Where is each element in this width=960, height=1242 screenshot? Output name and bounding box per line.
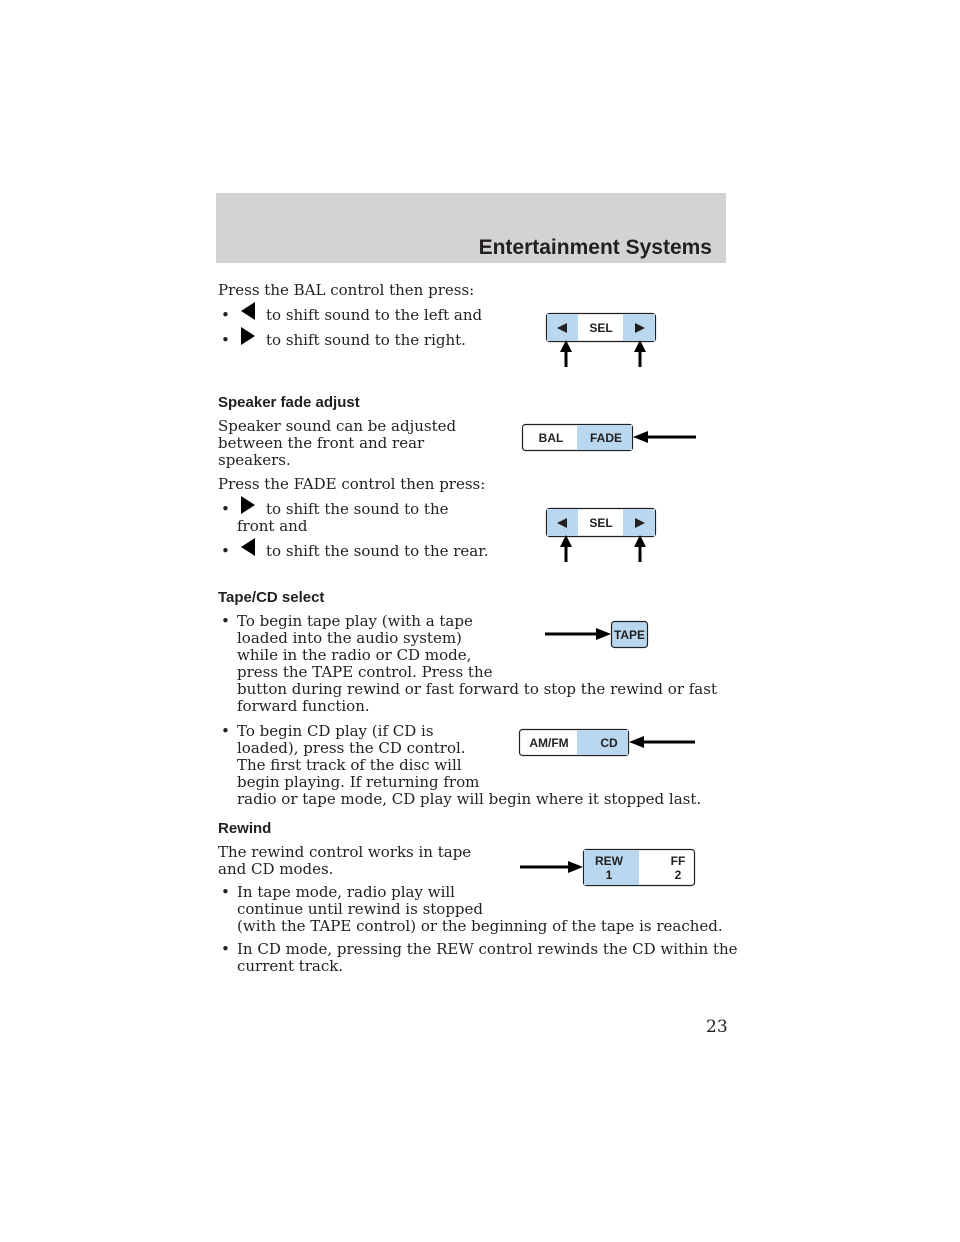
bullet: • [221, 331, 230, 349]
amfm-label: AM/FM [529, 736, 569, 750]
tape-label: TAPE [613, 628, 646, 642]
fade-heading: Speaker fade adjust [218, 394, 360, 411]
bal-left-text: to shift sound to the left and [266, 306, 483, 324]
bullet: • [221, 883, 230, 901]
tape-line: button during rewind or fast forward to stop the rewind or fast [237, 680, 717, 698]
cd-line: The first track of the disc will [237, 756, 462, 774]
rewind-tape-line: In tape mode, radio play will [237, 883, 455, 901]
cd-line: begin playing. If returning from [237, 773, 480, 791]
cd-line: To begin CD play (if CD is [237, 722, 434, 740]
tapecd-heading: Tape/CD select [218, 589, 325, 606]
section-title: Entertainment Systems [478, 236, 712, 259]
rewind-desc-line: The rewind control works in tape [218, 843, 472, 861]
right-arrow-icon [241, 327, 255, 345]
right-arrow-icon [241, 496, 255, 514]
rewind-tape-line: (with the TAPE control) or the beginning of the tape is reached. [237, 917, 723, 935]
cd-line: radio or tape mode, CD play will begin where it stopped last. [237, 790, 702, 808]
page-number: 23 [706, 1017, 728, 1037]
sel-label: SEL [589, 321, 613, 335]
rew-number: 1 [605, 868, 613, 882]
rewind-cd-line: In CD mode, pressing the REW control rewinds the CD within the [237, 940, 738, 958]
rew-label: REW [595, 854, 623, 868]
sel-control-diagram [546, 313, 661, 368]
rew-ff-control-diagram [520, 849, 700, 889]
fade-front-text: front and [237, 517, 308, 535]
bullet: • [221, 940, 230, 958]
cd-line: loaded), press the CD control. [237, 739, 466, 757]
bullet: • [221, 542, 230, 560]
sel-control-diagram [546, 508, 661, 563]
bal-fade-control-diagram [522, 424, 702, 454]
rewind-cd-line: current track. [237, 957, 344, 975]
bal-label: BAL [538, 431, 564, 445]
fade-intro: Press the FADE control then press: [218, 475, 486, 493]
tape-control-diagram [545, 621, 655, 651]
ff-label: FF [670, 854, 686, 868]
rewind-desc-line: and CD modes. [218, 860, 334, 878]
bullet: • [221, 722, 230, 740]
fade-rear-text: to shift the sound to the rear. [266, 542, 489, 560]
left-arrow-icon [241, 302, 255, 320]
fade-desc-line: Speaker sound can be adjusted [218, 417, 457, 435]
fade-front-text: to shift the sound to the [266, 500, 449, 518]
tape-line: press the TAPE control. Press the [237, 663, 493, 681]
bullet: • [221, 612, 230, 630]
sel-label: SEL [589, 516, 613, 530]
bullet: • [221, 500, 230, 518]
rewind-heading: Rewind [218, 820, 272, 837]
tape-line: while in the radio or CD mode, [237, 646, 472, 664]
tape-line: forward function. [237, 697, 370, 715]
bal-right-text: to shift sound to the right. [266, 331, 466, 349]
left-arrow-icon [241, 538, 255, 556]
tape-line: loaded into the audio system) [237, 629, 462, 647]
ff-number: 2 [674, 868, 682, 882]
cd-label: CD [600, 736, 618, 750]
fade-label: FADE [589, 431, 623, 445]
fade-desc-line: speakers. [218, 451, 291, 469]
fade-desc-line: between the front and rear [218, 434, 425, 452]
header-band [216, 193, 726, 263]
tape-line: To begin tape play (with a tape [237, 612, 473, 630]
rewind-tape-line: continue until rewind is stopped [237, 900, 484, 918]
bal-intro: Press the BAL control then press: [218, 281, 475, 299]
bullet: • [221, 306, 230, 324]
amfm-cd-control-diagram [519, 729, 699, 759]
